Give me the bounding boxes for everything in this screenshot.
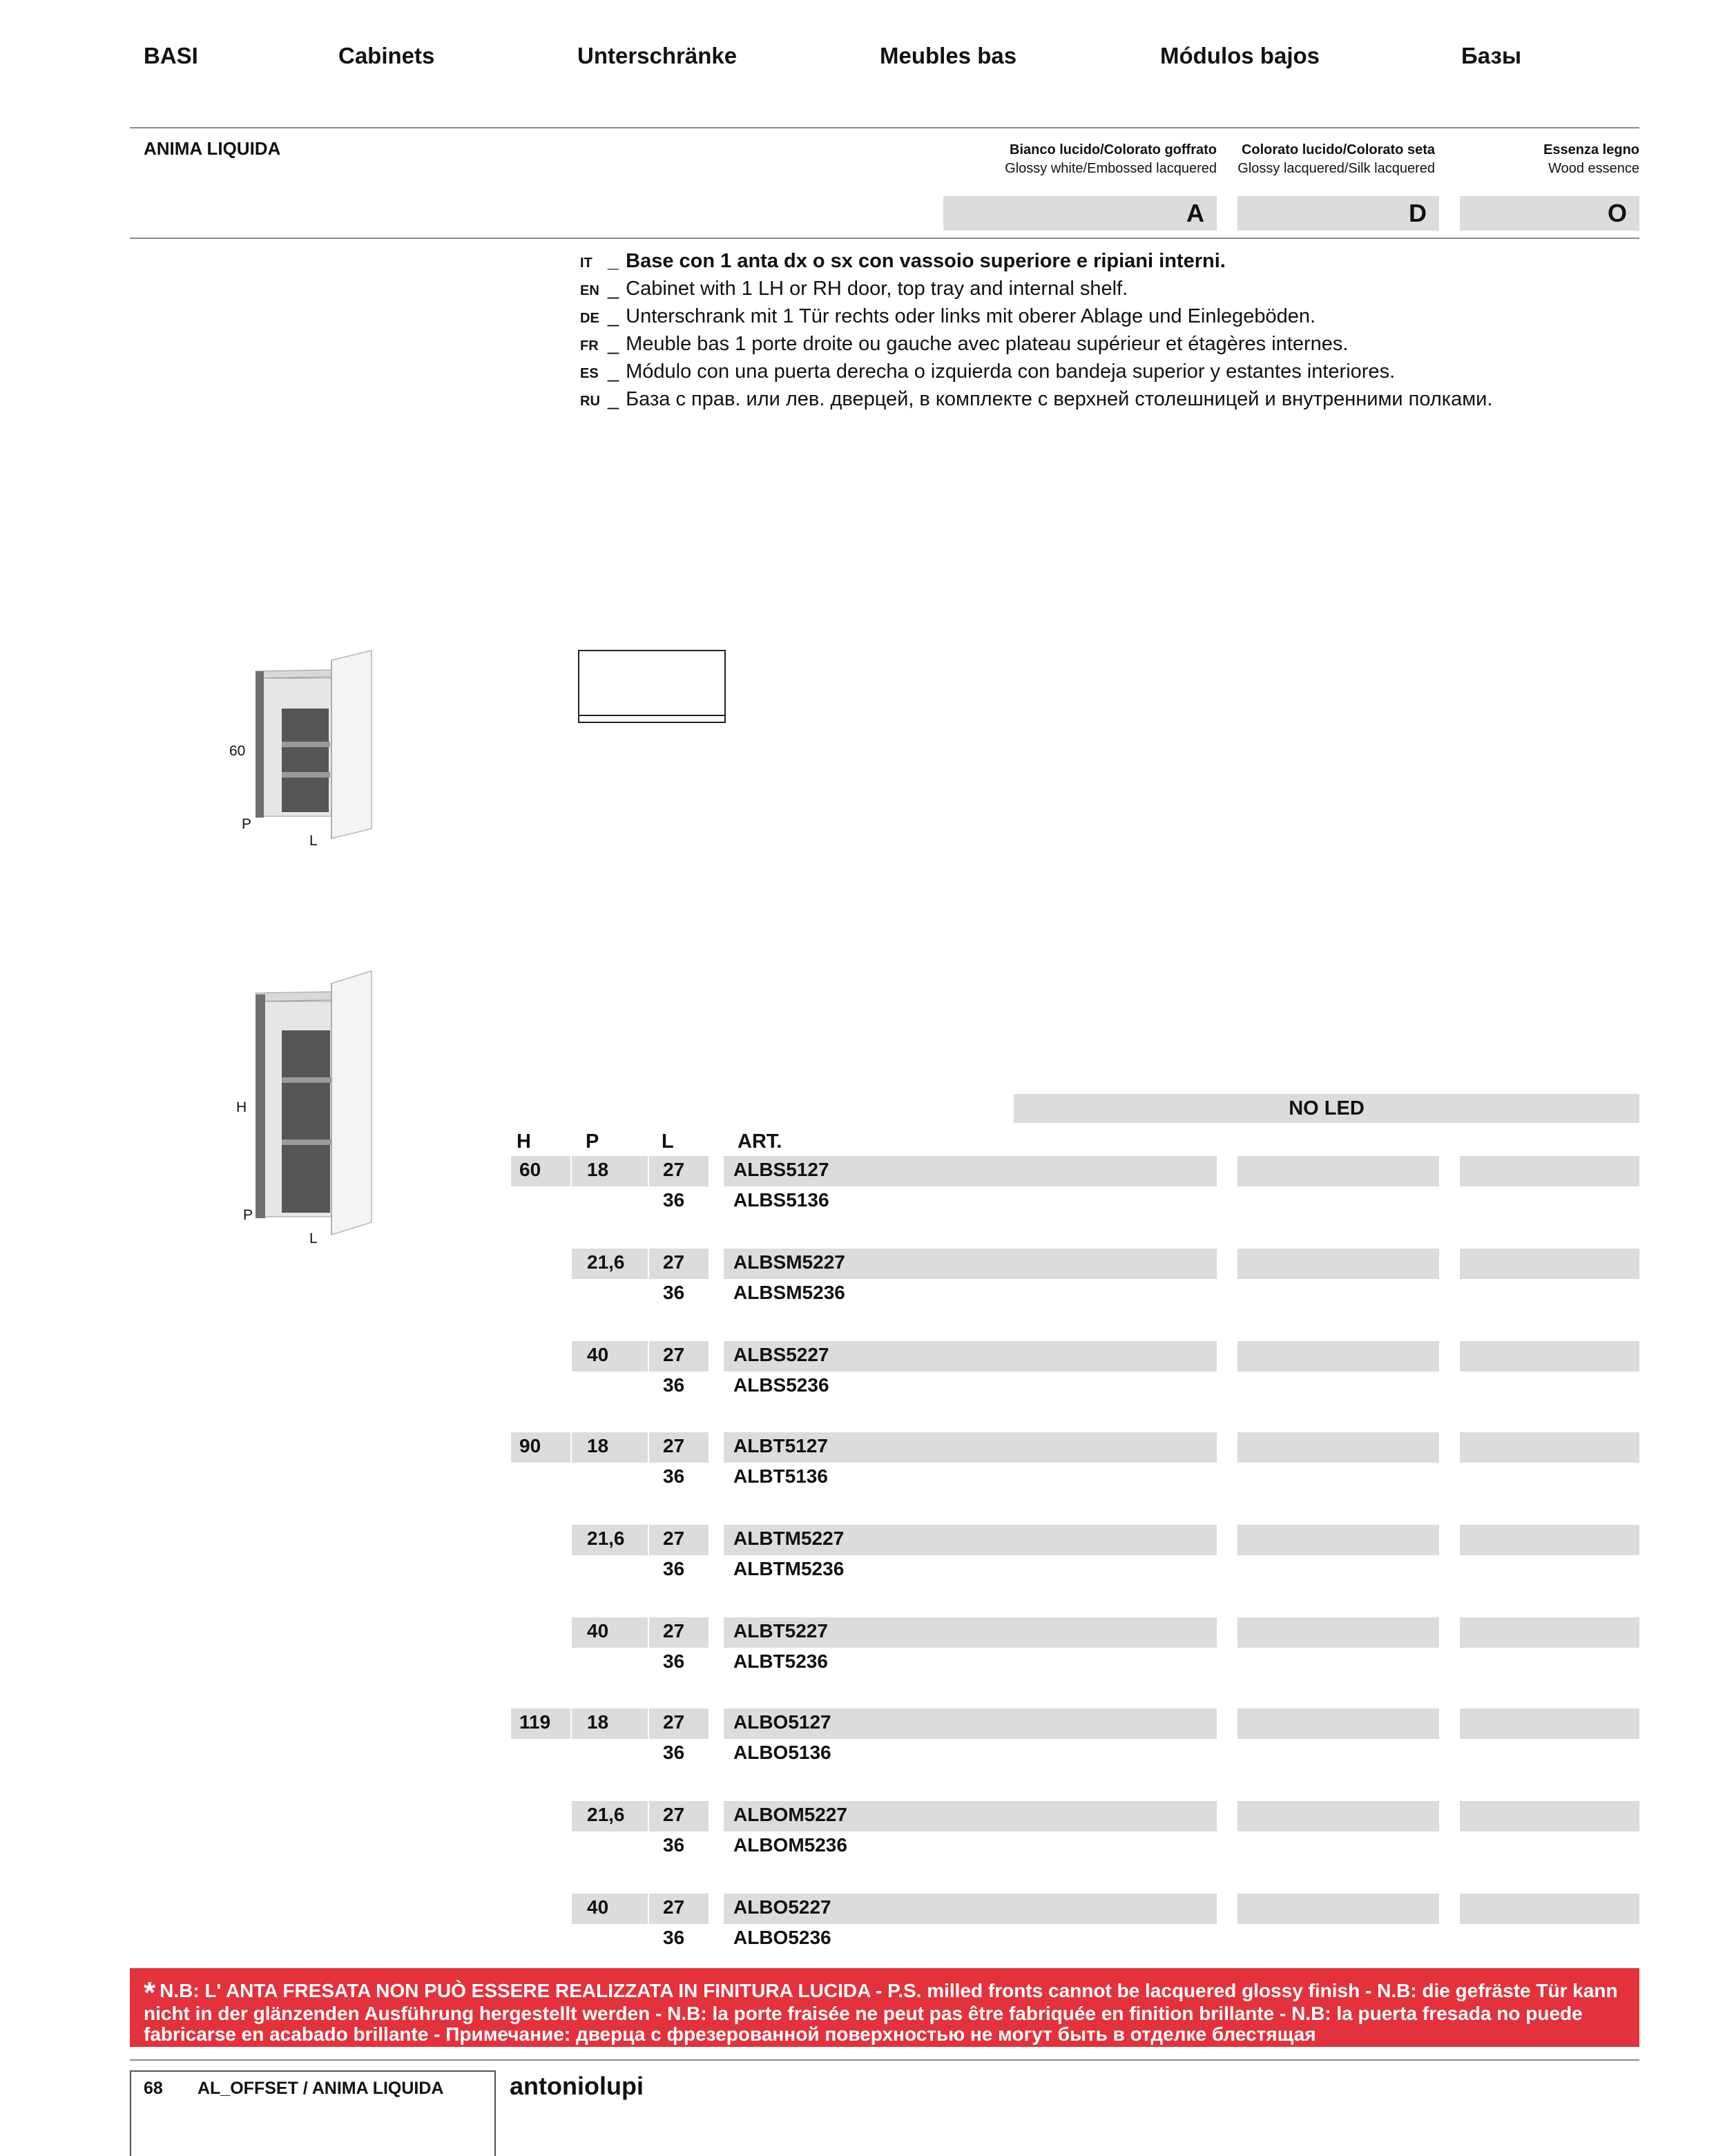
cell-p: 40 [587,1344,609,1365]
cell-bg-finish-o [1460,1617,1639,1648]
cell-bg-finish-d [1237,1156,1439,1186]
finish-d-subtitle: Glossy lacquered/Silk lacquered [1237,161,1435,176]
small-dim-l: L [309,833,318,849]
table-header-p: P [586,1130,599,1153]
cabinet-top-view [577,649,728,726]
cell-art: ALBT5136 [733,1465,828,1487]
description-text: База с прав. или лев. дверцей, в комплекте с верхней столешницей и внутренними полками. [626,388,1493,410]
cell-bg-p [572,1617,648,1648]
cell-p: 40 [587,1896,609,1918]
lang-code: FR [580,338,599,354]
small-dim-p: P [242,816,252,832]
note-text: N.B: L' ANTA FRESATA NON PUÒ ESSERE REALIZZATA IN FINITURA LUCIDA - P.S. milled fronts cannot be lacquered glossy finish - N.B: die gefräste Tür kann nicht in der glänzenden Ausführung hergestellt werden - N.B: la porte fraisée ne peut pas être fabriquée en finition brillante - N.B: la puerta fresada no puede fabricarse en acabado brillante - Примечание: дверца с фрезерованной поверхностью не могут быть в отделке блестящая [144,1980,1618,2045]
note-star: * [144,1976,156,2010]
description-text: Módulo con una puerta derecha o izquierda con bandeja superior y estantes interiores. [626,360,1396,383]
cell-art: ALBSM5236 [733,1282,845,1303]
cell-bg-finish-d [1237,1249,1439,1279]
finish-d-name: Colorato lucido/Colorato seta [1241,142,1435,157]
cell-l: 36 [663,1374,685,1396]
page-number: 68 [144,2079,163,2098]
cell-art: ALBS5127 [733,1159,829,1180]
description-ru: RU _ База с прав. или лев. дверцей, в комплекте с верхней столешницей и внутренними полками. [580,388,1493,410]
cell-bg-p [572,1156,648,1186]
footer-rule [130,2059,1639,2061]
footer-section: AL_OFFSET / ANIMA LIQUIDA [197,2079,444,2098]
no-led-bar: NO LED [1014,1094,1639,1123]
cell-l: 27 [663,1251,685,1273]
cell-p: 21,6 [587,1251,625,1273]
cabinet-drawing-large [249,967,380,1236]
cabinet-drawing-small [249,646,380,840]
collection-name: ANIMA LIQUIDA [144,138,281,159]
description-text: Meuble bas 1 porte droite ou gauche avec plateau supérieur et étagères internes. [626,333,1349,355]
cell-art: ALBO5227 [733,1896,831,1918]
cell-l: 27 [663,1620,685,1642]
cell-h: 119 [519,1711,551,1733]
lang-code: DE [580,311,599,326]
cell-bg-finish-d [1237,1525,1439,1555]
finish-code-o: O [1460,196,1639,231]
description-text: Base con 1 anta dx o sx con vassoio superiore e ripiani interni. [626,250,1226,272]
cell-h: 60 [519,1159,541,1180]
cell-art: ALBT5236 [733,1650,828,1672]
cell-art: ALBSM5227 [733,1251,845,1273]
cell-l: 27 [663,1804,685,1825]
category-en: Cabinets [338,43,435,68]
cell-bg-finish-d [1237,1894,1439,1924]
cell-l: 27 [663,1159,685,1180]
cell-bg-finish-o [1460,1341,1639,1371]
description-fr: FR _ Meuble bas 1 porte droite ou gauche avec plateau supérieur et étagères internes. [580,333,1349,355]
cell-p: 40 [587,1620,609,1642]
cell-art: ALBTM5236 [733,1558,845,1579]
finish-a-name: Bianco lucido/Colorato goffrato [1010,142,1217,157]
description-de: DE _ Unterschrank mit 1 Tür rechts oder links mit oberer Ablage und Einlegeböden. [580,305,1316,327]
note-banner [130,1968,1639,2047]
cell-bg-p [572,1709,648,1739]
cell-bg-finish-o [1460,1156,1639,1186]
cell-l: 27 [663,1344,685,1365]
category-ru: Базы [1461,43,1522,68]
lang-code: EN [580,283,599,298]
small-dim-h: 60 [229,743,246,759]
cell-h: 90 [519,1435,541,1456]
cell-art: ALBTM5227 [733,1528,845,1549]
cell-bg-p [572,1432,648,1463]
cell-bg-finish-d [1237,1617,1439,1648]
cell-art: ALBOM5236 [733,1834,847,1856]
cell-l: 36 [663,1558,685,1579]
finish-o-title [1460,141,1639,178]
cell-art: ALBO5127 [733,1711,831,1733]
cell-l: 27 [663,1435,685,1456]
lang-code: IT [580,256,592,271]
cell-bg-p [572,1341,648,1371]
cell-art: ALBT5227 [733,1620,828,1642]
cell-art: ALBS5136 [733,1189,829,1211]
cell-bg-finish-o [1460,1894,1639,1924]
cell-l: 36 [663,1650,685,1672]
finish-d-title [1237,141,1435,178]
finish-a-title [943,141,1217,178]
cell-art: ALBS5236 [733,1374,829,1396]
description-text: Cabinet with 1 LH or RH door, top tray and internal shelf. [626,278,1128,300]
cell-l: 36 [663,1189,685,1211]
cell-bg-finish-o [1460,1525,1639,1555]
cell-bg-finish-o [1460,1709,1639,1739]
finish-o-name: Essenza legno [1543,142,1639,157]
finish-a-subtitle: Glossy white/Embossed lacquered [1005,161,1217,176]
cell-bg-finish-d [1237,1432,1439,1463]
table-header-art: ART. [738,1130,782,1153]
table-header-l: L [662,1130,674,1153]
cell-p: 21,6 [587,1804,625,1825]
category-it: BASI [144,43,198,68]
finish-code-d: D [1237,196,1439,231]
cell-bg-p [572,1894,648,1924]
cell-art: ALBOM5227 [733,1804,847,1825]
cell-l: 36 [663,1282,685,1303]
large-dim-p: P [243,1207,253,1223]
brand-logo: antoniolupi [510,2072,644,2100]
description-es: ES _ Módulo con una puerta derecha o izquierda con bandeja superior y estantes interiores. [580,360,1396,383]
cell-bg-finish-o [1460,1432,1639,1463]
cell-bg-finish-d [1237,1801,1439,1831]
description-text: Unterschrank mit 1 Tür rechts oder links mit oberer Ablage und Einlegeböden. [626,305,1316,327]
category-es: Módulos bajos [1160,43,1320,68]
header-rule [130,127,1639,128]
cell-bg-finish-o [1460,1801,1639,1831]
table-header-h: H [517,1130,531,1153]
cell-p: 18 [587,1435,609,1456]
cell-bg-finish-d [1237,1341,1439,1371]
cell-art: ALBS5227 [733,1344,829,1365]
finish-rule [130,238,1639,239]
cell-l: 36 [663,1742,685,1763]
lang-code: RU [580,394,600,409]
cell-art: ALBO5236 [733,1927,831,1948]
cell-p: 21,6 [587,1528,625,1549]
category-de: Unterschränke [577,43,738,68]
cell-p: 18 [587,1159,609,1180]
finish-code-a: A [943,196,1217,231]
cell-l: 27 [663,1711,685,1733]
large-dim-h: H [236,1099,247,1115]
category-fr: Meubles bas [880,43,1017,68]
description-it: IT _ Base con 1 anta dx o sx con vassoio superiore e ripiani interni. [580,250,1226,272]
cell-l: 27 [663,1896,685,1918]
cell-art: ALBO5136 [733,1742,831,1763]
cell-l: 36 [663,1927,685,1948]
cell-bg-finish-o [1460,1249,1639,1279]
description-en: EN _ Cabinet with 1 LH or RH door, top tray and internal shelf. [580,278,1128,300]
cell-art: ALBT5127 [733,1435,828,1456]
cell-p: 18 [587,1711,609,1733]
finish-o-subtitle: Wood essence [1548,161,1639,176]
cell-l: 36 [663,1465,685,1487]
cell-l: 27 [663,1528,685,1549]
large-dim-l: L [309,1231,318,1247]
lang-code: ES [580,366,599,381]
cell-l: 36 [663,1834,685,1856]
cell-bg-finish-d [1237,1709,1439,1739]
